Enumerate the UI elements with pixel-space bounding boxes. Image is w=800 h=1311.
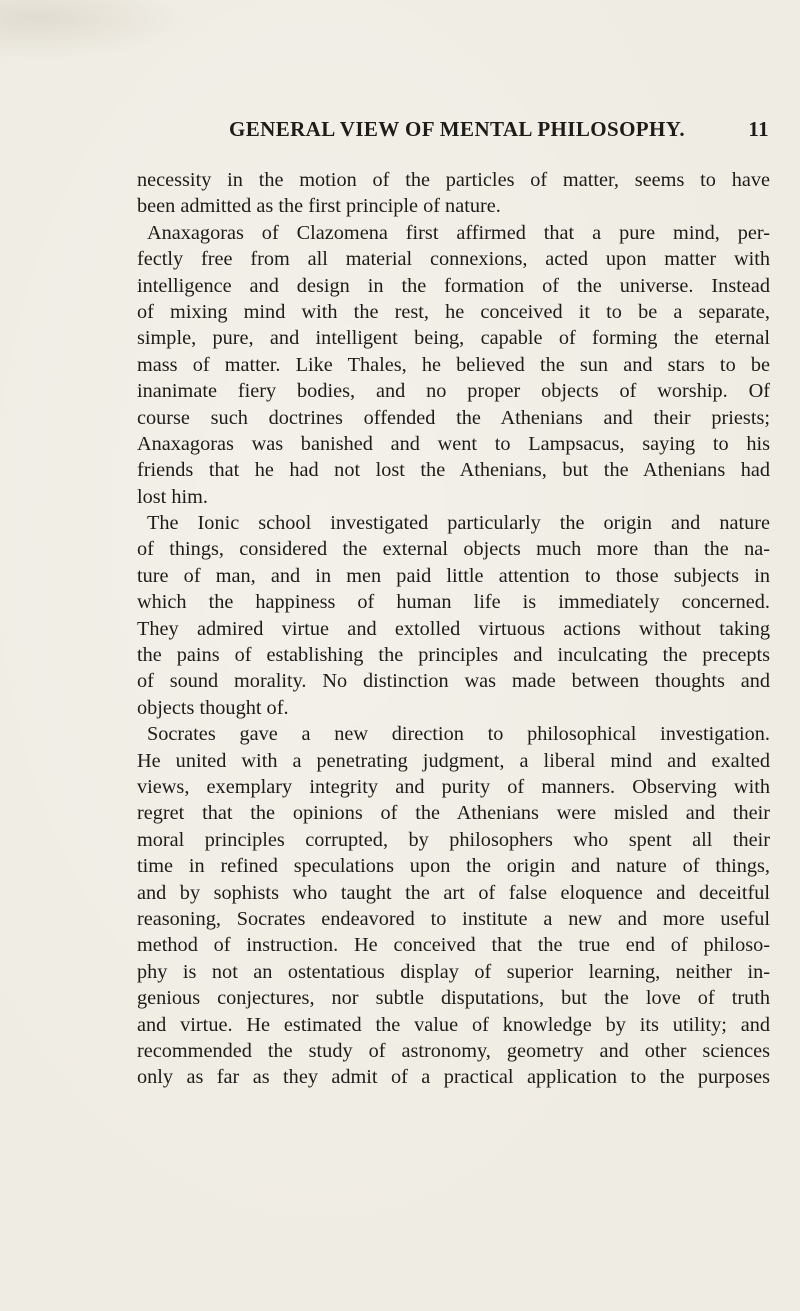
text-line: moral principles corrupted, by philosophers who spent all their: [137, 828, 770, 851]
text-line: been admitted as the first principle of nature.: [137, 195, 501, 218]
text-line: of mixing mind with the rest, he conceived it to be a separate,: [137, 300, 770, 323]
text-line: Anaxagoras of Clazomena first affirmed that a pure mind, per-: [147, 221, 770, 244]
text-line: lost him.: [137, 485, 208, 508]
text-line: They admired virtue and extolled virtuous actions without taking: [137, 617, 770, 640]
text-line: inanimate fiery bodies, and no proper objects of worship. Of: [137, 380, 770, 403]
running-title: GENERAL VIEW OF MENTAL PHILOSOPHY.: [229, 117, 686, 141]
text-line: mass of matter. Like Thales, he believed the sun and stars to be: [137, 353, 770, 376]
text-line: friends that he had not lost the Athenians, but the Athenians had: [137, 459, 770, 482]
text-line: only as far as they admit of a practical application to the purposes: [137, 1066, 770, 1089]
text-line: and by sophists who taught the art of false eloquence and deceitful: [137, 881, 770, 904]
body-text: [137, 167, 770, 1091]
text-line: course such doctrines offended the Athenians and their priests;: [137, 406, 770, 429]
text-line: and virtue. He estimated the value of knowledge by its utility; and: [137, 1013, 770, 1036]
text-line: He united with a penetrating judgment, a liberal mind and exalted: [137, 749, 770, 772]
text-line: Anaxagoras was banished and went to Lampsacus, saying to his: [137, 432, 770, 455]
paper-stain: [0, 0, 190, 60]
text-line: intelligence and design in the formation of the universe. Instead: [137, 274, 770, 297]
text-line: genious conjectures, nor subtle disputations, but the love of truth: [137, 987, 770, 1010]
text-line: of sound morality. No distinction was made between thoughts and: [137, 670, 770, 693]
text-line: ture of man, and in men paid little attention to those subjects in: [137, 564, 770, 587]
text-line: recommended the study of astronomy, geometry and other sciences: [137, 1039, 770, 1062]
text-line: which the happiness of human life is immediately concerned.: [137, 591, 770, 614]
text-line: time in refined speculations upon the origin and nature of things,: [137, 855, 770, 878]
text-line: views, exemplary integrity and purity of manners. Observing with: [137, 775, 770, 798]
text-line: the pains of establishing the principles and inculcating the precepts: [137, 644, 770, 667]
text-line: fectly free from all material connexions, acted upon matter with: [137, 248, 770, 271]
text-line: regret that the opinions of the Athenians were misled and their: [137, 802, 770, 825]
page-number: 11: [748, 117, 769, 141]
text-line: reasoning, Socrates endeavored to institute a new and more useful: [137, 907, 770, 930]
text-line: of things, considered the external objects much more than the na-: [137, 538, 770, 561]
running-header: [229, 117, 769, 141]
text-line: phy is not an ostentatious display of superior learning, neither in-: [137, 960, 770, 983]
text-line: objects thought of.: [137, 696, 289, 719]
text-line: The Ionic school investigated particularly the origin and nature: [147, 512, 770, 535]
text-line: Socrates gave a new direction to philosophical investigation.: [147, 723, 770, 746]
text-line: simple, pure, and intelligent being, capable of forming the eternal: [137, 327, 770, 350]
text-line: method of instruction. He conceived that the true end of philoso-: [137, 934, 770, 957]
text-line: necessity in the motion of the particles of matter, seems to have: [137, 169, 770, 191]
